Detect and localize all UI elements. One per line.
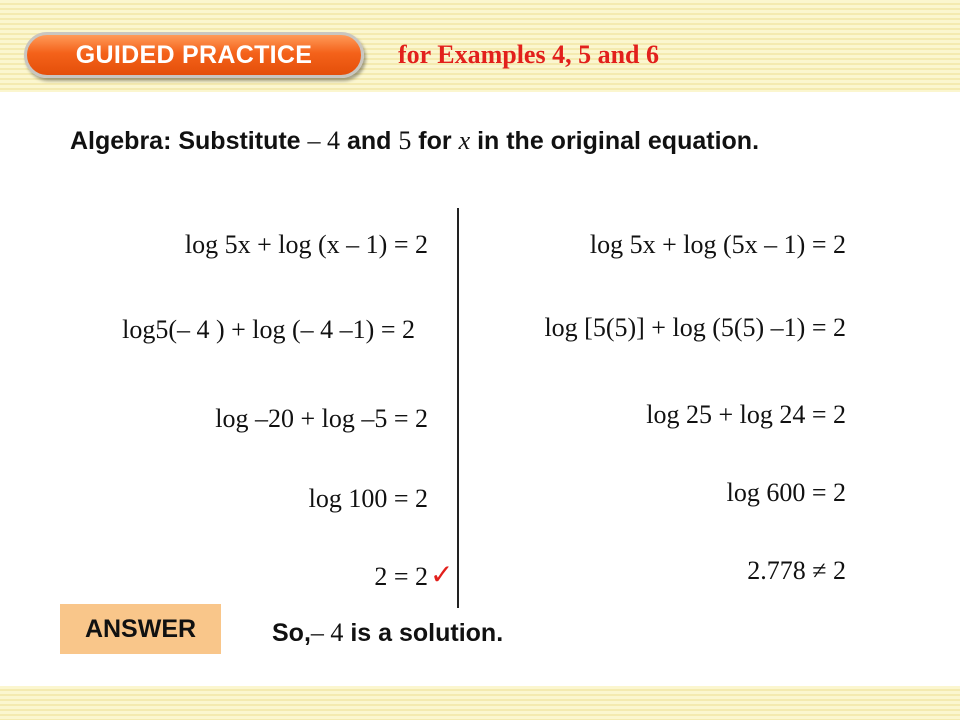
conclusion-text xyxy=(272,618,503,648)
left-step-1: log 5x + log (x – 1) = 2 xyxy=(184,230,428,259)
left-step-2: log5(– 4 ) + log (– 4 –1) = 2 xyxy=(122,315,415,344)
left-step-4: log 100 = 2 xyxy=(308,484,428,513)
footer-band xyxy=(0,686,960,720)
answer-box xyxy=(60,604,221,654)
left-step-5: 2 = 2 xyxy=(374,562,428,591)
instruction-text xyxy=(70,122,870,160)
badge-label: GUIDED PRACTICE xyxy=(75,40,313,69)
instruction-for: for xyxy=(411,127,459,155)
instruction-value1: – 4 xyxy=(307,126,341,155)
subtitle: for Examples 4, 5 and 6 xyxy=(398,40,659,69)
right-step-2: log [5(5)] + log (5(5) –1) = 2 xyxy=(544,313,846,342)
instruction-and: and xyxy=(340,127,399,155)
instruction-variable: x xyxy=(458,126,471,155)
right-step-5: 2.778 ≠ 2 xyxy=(747,556,846,585)
instruction-suffix: in the original equation. xyxy=(470,127,760,155)
left-step-3: log –20 + log –5 = 2 xyxy=(215,404,428,433)
instruction-prefix: Algebra: Substitute xyxy=(70,127,308,155)
check-mark-icon: ✓ xyxy=(430,558,454,591)
column-divider xyxy=(457,208,459,608)
right-step-1: log 5x + log (5x – 1) = 2 xyxy=(589,230,846,259)
conclusion-suffix: is a solution. xyxy=(343,619,504,647)
conclusion-prefix: So, xyxy=(272,619,311,647)
right-step-3: log 25 + log 24 = 2 xyxy=(646,400,846,429)
conclusion-value: – 4 xyxy=(310,618,344,647)
guided-practice-badge xyxy=(24,32,364,78)
instruction-value2: 5 xyxy=(398,126,412,155)
right-step-4: log 600 = 2 xyxy=(726,478,846,507)
answer-label: ANSWER xyxy=(84,614,197,643)
